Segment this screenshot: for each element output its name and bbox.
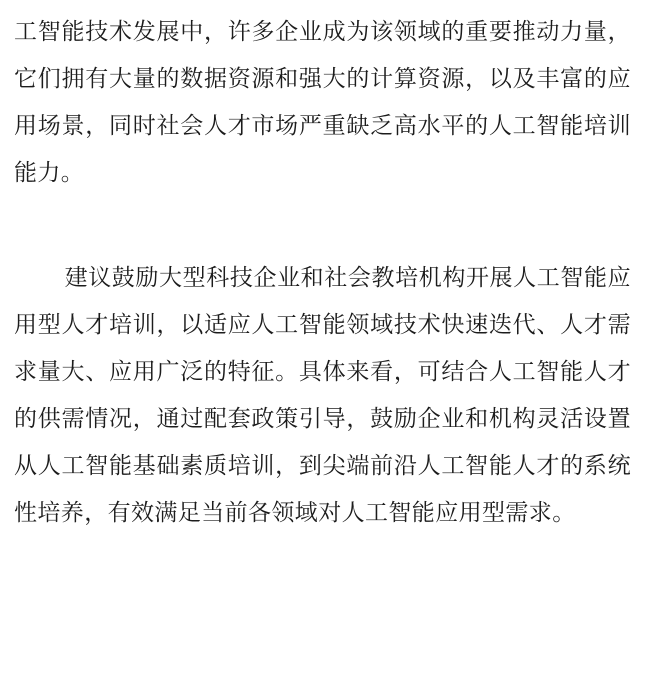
paragraph-continued: 工智能技术发展中，许多企业成为该领域的重要推动力量，它们拥有大量的数据资源和强大的计算资源，以及丰富的应用场景，同时社会人才市场严重缺乏高水平的人工智能培训能力。 (14, 18, 631, 185)
paragraph-spacer (14, 196, 631, 254)
paragraph-recommendation: 建议鼓励大型科技企业和社会教培机构开展人工智能应用型人才培训，以适应人工智能领域技术快速迭代、人才需求量大、应用广泛的特征。具体来看，可结合人工智能人才的供需情况，通过配套政策引导，鼓励企业和机构灵活设置从人工智能基础素质培训，到尖端前沿人工智能人才的系统性培养，有效满足当前各领域对人工智能应用型需求。 (14, 264, 631, 525)
document-body (14, 0, 631, 536)
